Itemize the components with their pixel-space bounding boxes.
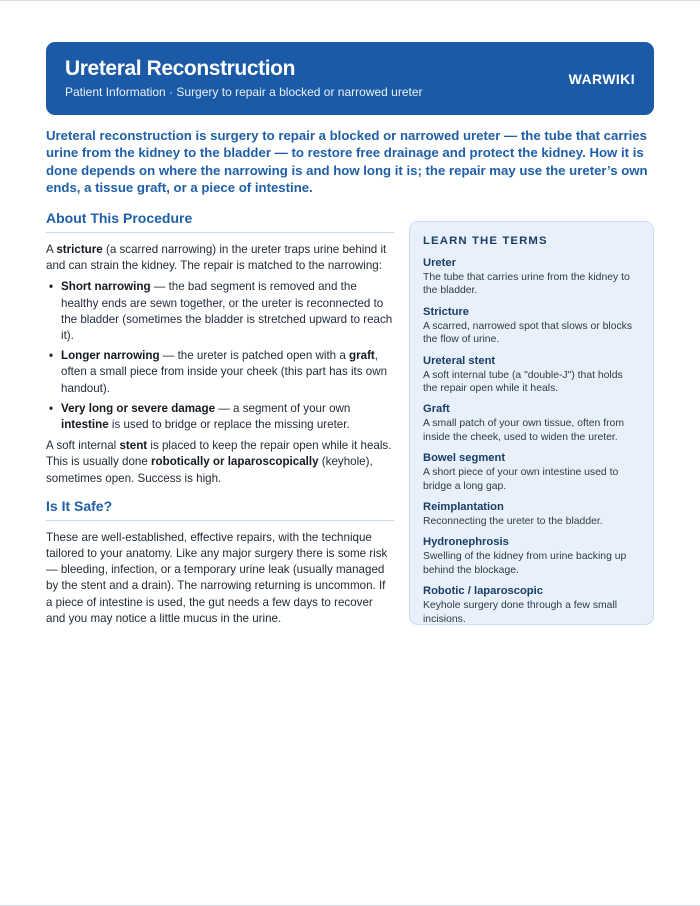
term-name: Bowel segment [423,452,506,465]
page-title: Ureteral Reconstruction [65,57,296,80]
term-definition: A scarred, narrowed spot that slows or blocks the flow of urine. [423,320,633,346]
stent-paragraph: A soft internal stent is placed to keep the repair open while it heals. This is usually done robotically or laparoscopically (keyhole), sometimes open. Success is high. [46,439,392,485]
term-name: Stricture [423,305,470,318]
glossary-term [423,584,640,626]
term-name: Ureteral stent [423,354,496,367]
glossary-term [423,500,640,528]
list-item: • Longer narrowing — the ureter is patched open with a graft, often a small piece from inside your cheek (this part has its own handout). [46,348,394,397]
about-paragraph: A stricture (a scarred narrowing) in the ureter traps urine behind it and can strain the kidney. The repair is matched to the narrowing: [46,243,387,273]
top-divider [0,0,700,1]
term-definition: Keyhole surgery done through a few small incisions. [423,600,618,625]
list-item: • Very long or severe damage — a segment of your own intestine is used to bridge or replace the missing ureter. [46,401,394,433]
glossary-term [423,535,640,577]
term-name: Reimplantation [423,501,504,514]
term-definition: Reconnecting the ureter to the bladder. [423,516,603,528]
term-name: Ureter [423,257,456,269]
glossary-term [423,354,640,396]
term-name: Hydronephrosis [423,536,509,549]
term-definition: Swelling of the kidney from urine backing up behind the blockage. [423,551,627,576]
glossary-term [423,402,640,444]
intro-summary: Ureteral reconstruction is surgery to repair a blocked or narrowed ureter — the tube that carries urine from the kidney to the bladder — to restore free drainage and protect the kidney. How it is done depends on where the narrowing is and how long it is; the repair may use the ureter’s own ends, a tissue graft, or a piece of intestine. [46,128,648,195]
header-banner [46,42,654,115]
term-definition: A soft internal tube (a "double-J") that holds the repair open while it heals. [423,369,623,395]
brand-logo: WARWIKI [568,71,635,87]
glossary-term [423,305,640,347]
list-item: • Short narrowing — the bad segment is removed and the healthy ends are sewn together, or the ureter is reconnected to the bladder (sometimes the bladder is stretched upward to reach it). [46,279,394,344]
term-definition: A short piece of your own intestine used to bridge a long gap. [423,467,619,492]
term-name: Graft [423,403,450,416]
section-title-about: About This Procedure [46,210,394,233]
glossary-term [423,451,640,493]
section-title-safety: Is It Safe? [46,498,394,521]
glossary-panel [409,221,654,625]
main-column [46,210,394,627]
term-definition: A small patch of your own tissue, often from inside the cheek, used to widen the ureter. [423,418,624,443]
page-subtitle: Patient Information · Surgery to repair a blocked or narrowed ureter [65,85,423,99]
term-name: Robotic / laparoscopic [423,585,543,598]
procedure-options-list [46,279,394,433]
safety-paragraph: These are well-established, effective repairs, with the technique tailored to your anatomy. Like any major surgery there is some risk — bleeding, infection, or a temporary urine leak (usually managed by the stent and a drain). The narrowing returning is uncommon. If a piece of intestine is used, the gut needs a few days to recover and you may notice a little mucus in the urine. [46,530,388,625]
glossary-term [423,256,640,298]
glossary-title: LEARN THE TERMS [423,235,548,247]
term-definition: The tube that carries urine from the kidney to the bladder. [423,272,630,297]
